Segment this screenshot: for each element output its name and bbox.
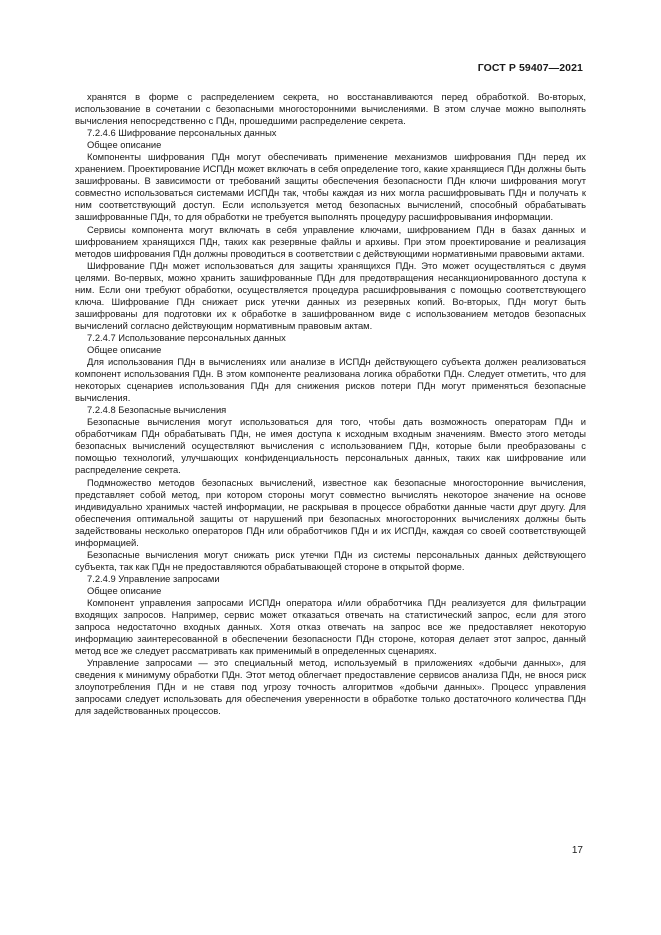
subsection-heading: Общее описание bbox=[87, 139, 162, 151]
paragraph: Компонент управления запросами ИСПДн оператора и/или обработчика ПДн реализуется для фильтрации входящих запросов. Например, сервис может отказаться отвечать на статистический запрос, если для этого запроса недостаточно входных данных. Хотя отказ отвечать на запрос все же предоставляет некоторую информацию заинтересованной в обеспечении безопасности ПДн стороне, которая делает этот запрос, данный метод все же следует рассматривать как применимый в определенных сценариях. bbox=[75, 596, 586, 657]
paragraph: Управление запросами — это специальный метод, используемый в приложениях «добычи данных», для сведения к минимуму обработки ПДн. Этот метод облегчает предоставление сервисов анализа ПДн, не внося риск злоупотребления ПДн и не ставя под угрозу точность алгоритмов «добычи данных». Процесс управления запросами следует использовать для обеспечения уверенности в обработке только достаточного количества ПДн для задействованных процессов. bbox=[75, 657, 586, 717]
paragraph-continuation: хранятся в форме с распределением секрета, но восстанавливаются перед обработкой. Во-вторых, использование в сочетании с безопасными многосторонними вычислениями. В этом случае можно выполнять вычисления непосредственно с ПДн, прошедшими распределение секрета. bbox=[75, 91, 586, 127]
paragraph: Сервисы компонента могут включать в себя управление ключами, шифрованием ПДн в базах данных и шифрованием хранящихся ПДн, таких как резервные файлы и архивы. При этом проектирование и реализация методов шифрования ПДн должны проводиться в соответствии с действующими нормативными правовыми актами. bbox=[75, 223, 586, 259]
section-heading: 7.2.4.6 Шифрование персональных данных bbox=[87, 127, 277, 139]
standard-code: ГОСТ Р 59407—2021 bbox=[477, 62, 583, 74]
subsection-heading: Общее описание bbox=[87, 343, 162, 355]
subsection-heading: Общее описание bbox=[87, 584, 162, 596]
paragraph: Подмножество методов безопасных вычислений, известное как безопасные многосторонние вычисления, представляет собой метод, при котором стороны могут совместно вычислять некоторое значение на основе индивидуально хранимых частей информации, не раскрывая в процессе обработки данные части друг другу. Для обеспечения оптимальной защиты от нарушений при безопасных многосторонних вычислениях должны быть задействованы несколько операторов ПДн или обработчиков ПДн и их ИСПДн, каждая со своей соответствующей информацией. bbox=[75, 476, 586, 548]
paragraph: Безопасные вычисления могут использоваться для того, чтобы дать возможность операторам ПДн и обработчикам ПДн обрабатывать ПДн, не имея доступа к исходным входным значениям. Вместо этого методы безопасных вычислений осуществляют вычисления с использованием ПДн, которые были преобразованы с помощью технологий, улучшающих конфиденциальность персональных данных, таких как шифрование или распределение секрета. bbox=[75, 416, 586, 476]
document-body bbox=[75, 91, 586, 717]
section-heading: 7.2.4.7 Использование персональных данных bbox=[87, 331, 286, 343]
paragraph: Компоненты шифрования ПДн могут обеспечивать применение механизмов шифрования ПДн перед их хранением. Проектирование ИСПДн может включать в себя определение того, какие хранящиеся ПДн должны быть зашифрованы. В зависимости от требований защиты обеспечения безопасности ПДн ключи шифрования могут совместно использоваться системами ИСПДн так, чтобы каждая из них могла расшифровывать ПДн и получать к ним соответствующий доступ. Если используется метод безопасных вычислений, способный обрабатывать зашифрованные ПДн, то для обработки не требуется выполнять процедуру расшифровывания информации. bbox=[75, 151, 586, 223]
paragraph: Шифрование ПДн может использоваться для защиты хранящихся ПДн. Это может осуществляться с двумя целями. Во-первых, можно хранить зашифрованные ПДн для предотвращения несанкционированного доступа к ним. Если они требуют обработки, осуществляется процедура расшифровывания с помощью соответствующего ключа. Шифрование ПДн снижает риск утечки данных из резервных копий. Во-вторых, ПДн могут быть зашифрованы для подготовки их к обработке в зашифрованном виде с использованием методов безопасных вычислений согласно действующим нормативным правовым актам. bbox=[75, 259, 586, 331]
paragraph: Безопасные вычисления могут снижать риск утечки ПДн из системы персональных данных действующего субъекта, так как ПДн не предоставляются обрабатывающей стороне в открытой форме. bbox=[75, 548, 586, 572]
section-heading: 7.2.4.9 Управление запросами bbox=[87, 572, 220, 584]
page-number: 17 bbox=[571, 845, 583, 856]
section-heading: 7.2.4.8 Безопасные вычисления bbox=[87, 404, 227, 416]
paragraph: Для использования ПДн в вычислениях или анализе в ИСПДн действующего субъекта должен реализоваться компонент использования ПДн. В этом компоненте реализована логика обработки ПДн. Следует отметить, что для некоторых сценариев использования ПДн для снижения рисков потери ПДн могут применяться безопасные вычисления. bbox=[75, 356, 586, 404]
